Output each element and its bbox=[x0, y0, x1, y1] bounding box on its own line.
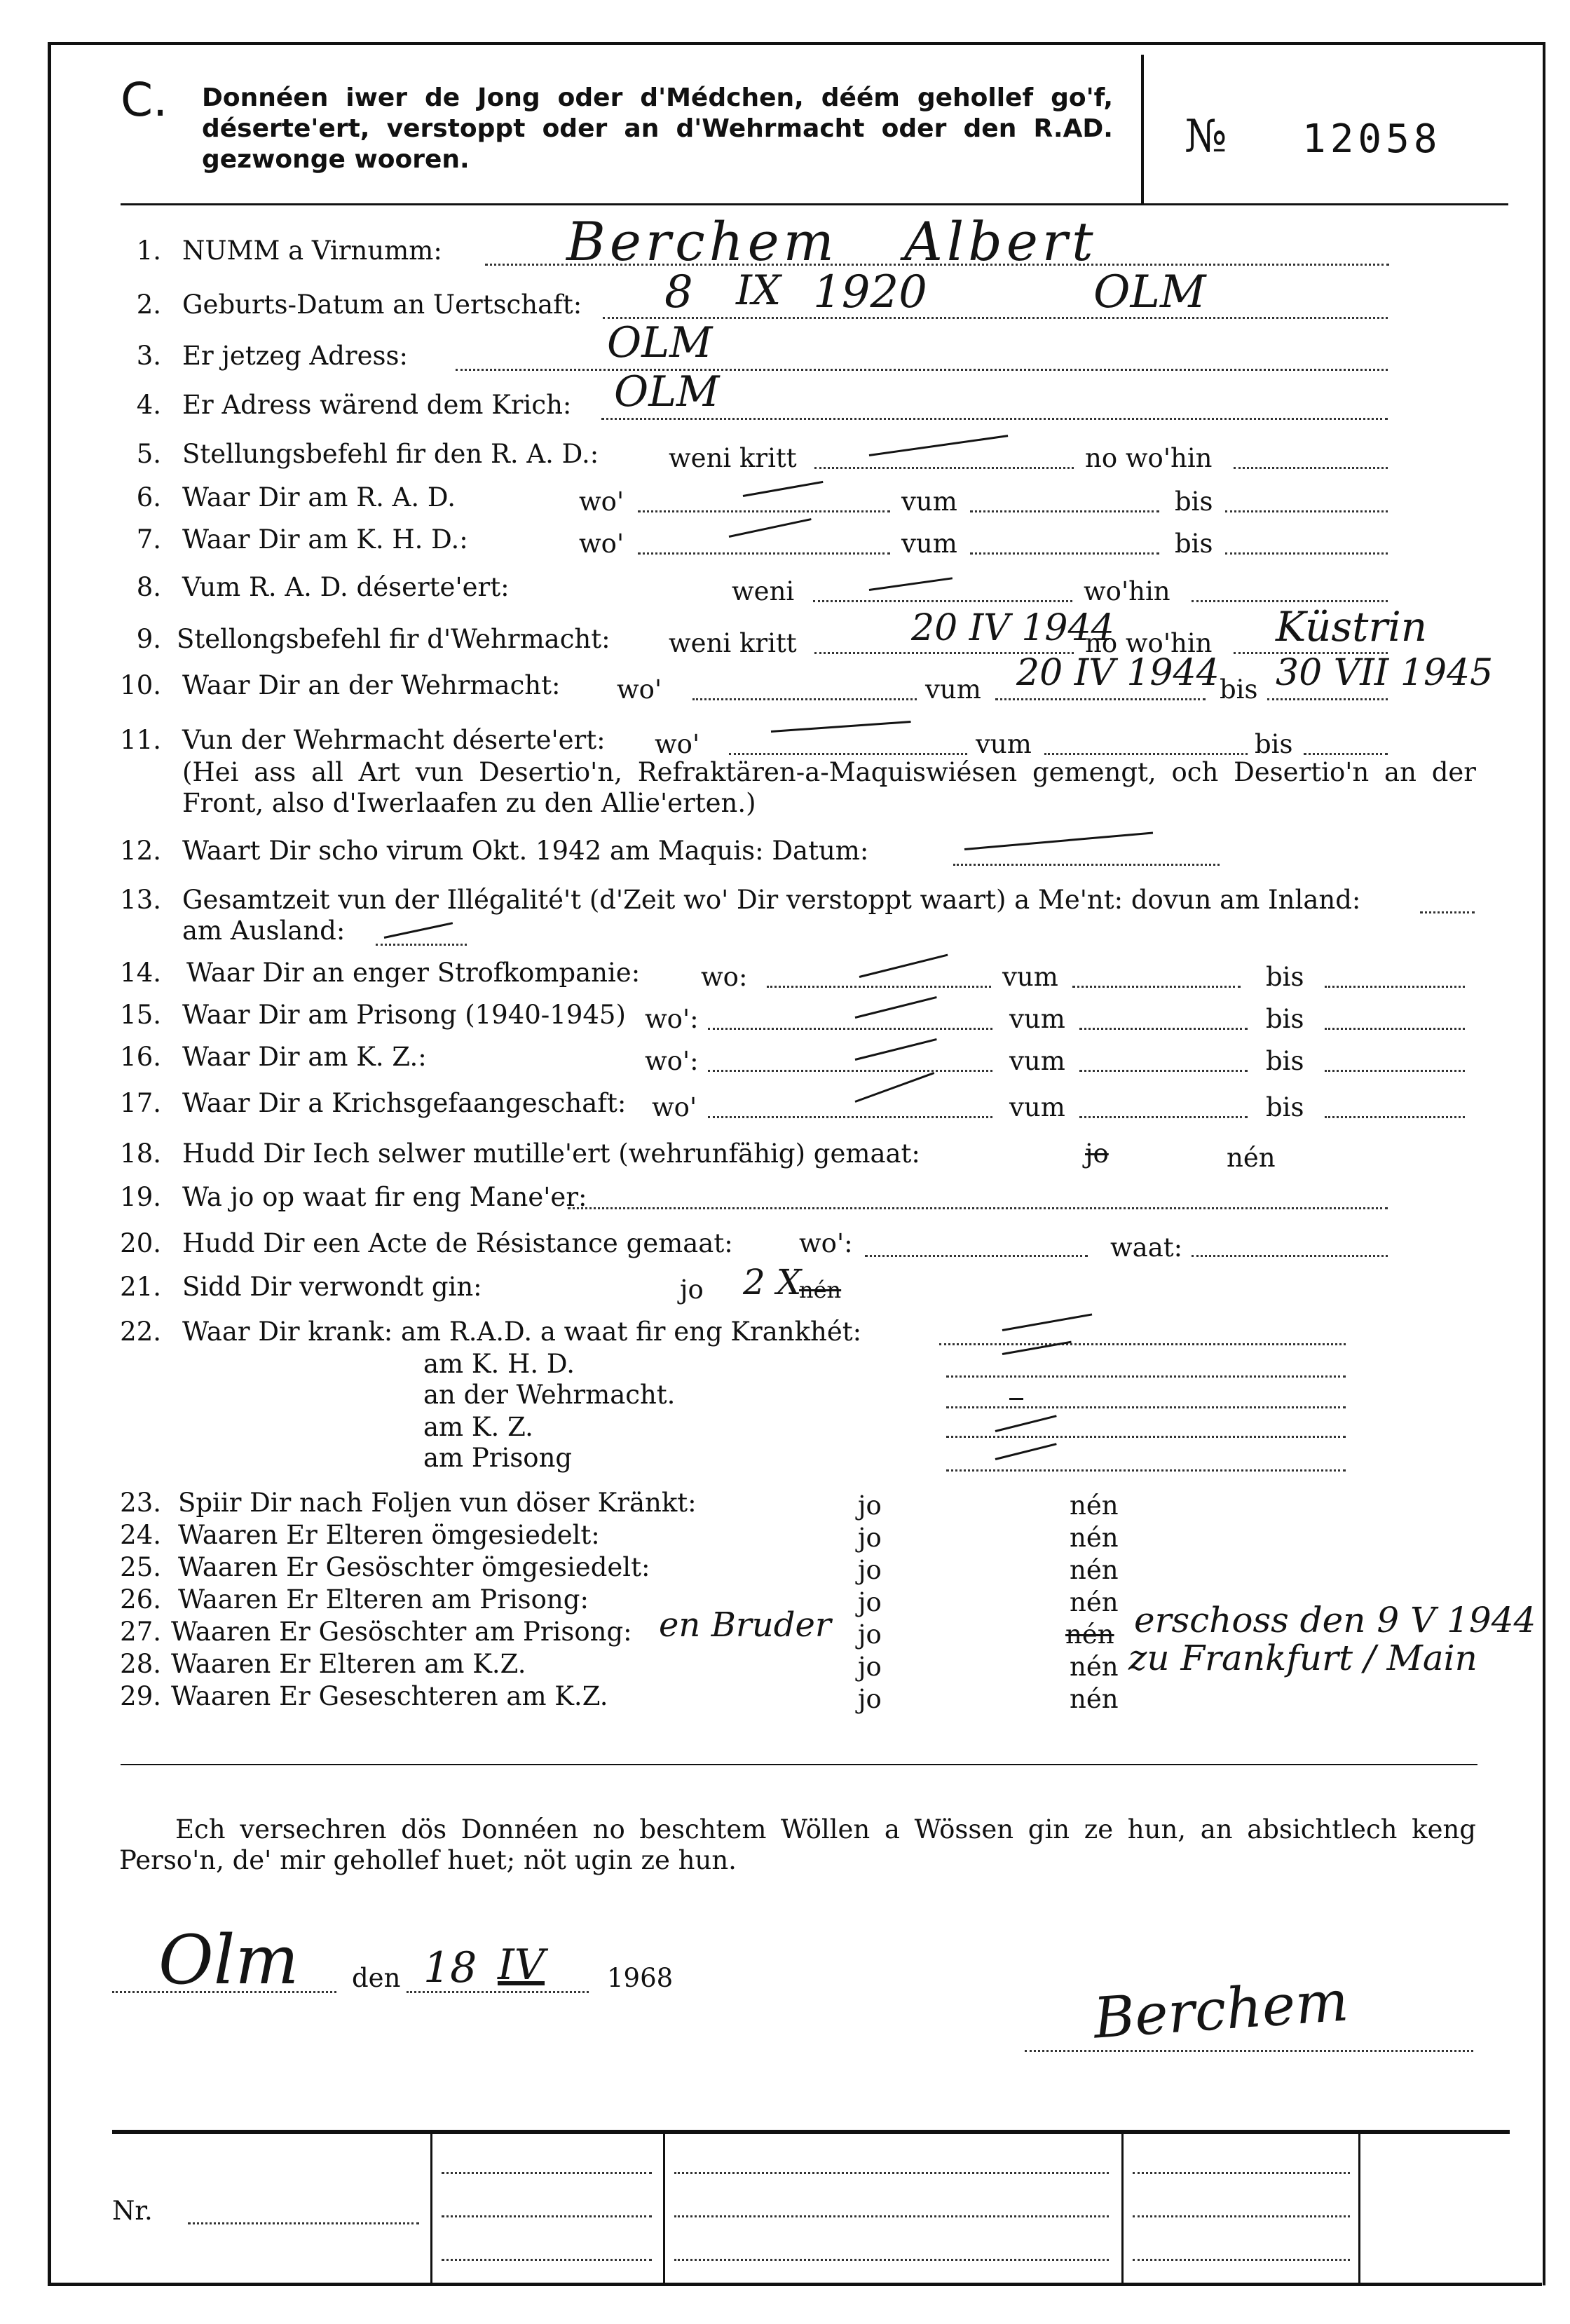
fill-line bbox=[1267, 698, 1388, 700]
fill-line bbox=[939, 1343, 1346, 1345]
option-yes: jo bbox=[858, 1523, 882, 1553]
row-note: (Hei ass all Art vun Desertio'n, Refraktären-a-Maquiswiésen gemengt, och Desertio'n an der Front, also d'Iwerlaafen zu den Allie'erten.) bbox=[182, 757, 1476, 818]
option-no: nén bbox=[1070, 1555, 1119, 1585]
field-label: bis bbox=[1175, 487, 1213, 517]
row-number: 14. bbox=[120, 958, 161, 988]
row-number: 28. bbox=[120, 1649, 161, 1679]
option-no: nén bbox=[1070, 1684, 1119, 1714]
fill-line bbox=[376, 944, 467, 946]
row-number: 17. bbox=[120, 1088, 161, 1118]
handwritten-firstname: Albert bbox=[904, 210, 1098, 273]
field-label: vum bbox=[1009, 1046, 1065, 1076]
fill-line bbox=[603, 317, 1388, 319]
field-label: no wo'hin bbox=[1085, 443, 1213, 473]
field-label: no wo'hin bbox=[1085, 628, 1213, 658]
row-number: 9. bbox=[136, 624, 161, 654]
row-number: 18. bbox=[120, 1139, 161, 1169]
field-label: weni kritt bbox=[669, 628, 797, 658]
field-label: vum bbox=[901, 529, 957, 559]
row-number: 22. bbox=[120, 1317, 161, 1347]
footer-line bbox=[674, 2172, 1109, 2174]
row-number: 5. bbox=[136, 439, 161, 469]
row-number: 23. bbox=[120, 1488, 161, 1518]
field-label: wo' bbox=[579, 529, 624, 559]
fill-line bbox=[813, 600, 1072, 602]
header-divider bbox=[1141, 55, 1144, 203]
field-label: wo': bbox=[799, 1228, 853, 1258]
form-title: Donnéen iwer de Jong oder d'Médchen, déém gehollef go'f, déserte'ert, verstoppt oder an d'Wehrmacht oder den R.AD. gezwonge wooren. bbox=[202, 83, 1113, 174]
field-label: weni bbox=[732, 576, 795, 606]
field-label: vum bbox=[1009, 1004, 1065, 1034]
row-label: Waaren Er Geseschteren am K.Z. bbox=[171, 1681, 608, 1711]
handwritten-sibling-note: erschoss den 9 V 1944 bbox=[1134, 1600, 1536, 1640]
fill-line bbox=[946, 1436, 1346, 1438]
fill-line bbox=[708, 1028, 992, 1030]
row-number: 27. bbox=[120, 1617, 161, 1647]
fill-line bbox=[568, 1207, 1388, 1209]
row-number: 25. bbox=[120, 1552, 161, 1582]
fill-line bbox=[1234, 467, 1388, 469]
declaration-text: Ech versechren dös Donnéen no beschtem Wöllen a Wössen gin ze hun, an absichtlech keng Perso'n, de' mir gehollef huet; nöt ugin ze hun. bbox=[119, 1814, 1476, 1875]
option-yes: jo bbox=[858, 1490, 882, 1521]
row-label: Er jetzeg Adress: bbox=[182, 341, 408, 371]
fill-line bbox=[692, 698, 917, 700]
row-label: Stellongsbefehl fir d'Wehrmacht: bbox=[177, 624, 610, 654]
fill-line bbox=[638, 510, 890, 512]
fill-line bbox=[946, 1375, 1346, 1378]
row-label: Waaren Er Elteren ömgesiedelt: bbox=[178, 1520, 600, 1550]
option-yes: jo bbox=[680, 1275, 704, 1305]
footer-line bbox=[1133, 2259, 1350, 2261]
footer-line bbox=[674, 2259, 1109, 2261]
fill-line bbox=[767, 986, 991, 988]
row-number: 8. bbox=[136, 572, 161, 602]
option-yes: jo bbox=[858, 1684, 882, 1714]
handwritten-place: Olm bbox=[158, 1921, 299, 1999]
header-rule bbox=[121, 203, 1508, 205]
fill-line bbox=[1225, 552, 1388, 555]
row-number: 2. bbox=[136, 290, 161, 320]
option-no-struck: nén bbox=[1065, 1619, 1114, 1650]
fill-line bbox=[1192, 1255, 1388, 1257]
row-number: 20. bbox=[120, 1228, 161, 1258]
handwritten-month: IV bbox=[498, 1941, 545, 1990]
row-label: Waar Dir am R. A. D. bbox=[182, 482, 456, 512]
footer-col-divider bbox=[1358, 2134, 1360, 2283]
footer-line bbox=[1133, 2215, 1350, 2217]
field-label: wo'hin bbox=[1084, 576, 1170, 606]
field-label: vum bbox=[1009, 1092, 1065, 1122]
footer-col-divider bbox=[663, 2134, 665, 2283]
fill-line bbox=[865, 1255, 1088, 1257]
row-label: Waart Dir scho virum Okt. 1942 am Maquis: Datum: bbox=[182, 836, 869, 866]
field-label: bis bbox=[1266, 962, 1304, 992]
row-label: Waar Dir an enger Strofkompanie: bbox=[186, 958, 641, 988]
field-label: bis bbox=[1220, 674, 1258, 705]
handwritten-service-from: 20 IV 1944 bbox=[1016, 652, 1220, 694]
field-label: vum bbox=[925, 674, 981, 705]
row-label: Waar Dir a Krichsgefaangeschaft: bbox=[182, 1088, 627, 1118]
row-number: 19. bbox=[120, 1182, 161, 1212]
footer-top-rule bbox=[112, 2130, 1510, 2134]
fill-line bbox=[995, 698, 1206, 700]
fill-line bbox=[729, 753, 967, 755]
option-yes-struck: jo bbox=[1085, 1139, 1109, 1169]
footer-line bbox=[442, 2259, 652, 2261]
handwritten-current-address: OLM bbox=[607, 318, 713, 367]
handwritten-day: 18 bbox=[423, 1943, 477, 1992]
fill-line bbox=[1304, 753, 1388, 755]
row-label: NUMM a Virnumm: bbox=[182, 236, 442, 266]
field-label: bis bbox=[1266, 1004, 1304, 1034]
row-sub-label: am K. Z. bbox=[423, 1412, 533, 1442]
row-label: Waar Dir krank: am R.A.D. a waat fir eng Krankhét: bbox=[182, 1317, 862, 1347]
row-label: Waaren Er Gesöschter ömgesiedelt: bbox=[178, 1552, 650, 1582]
fill-line bbox=[1325, 986, 1465, 988]
section-rule bbox=[121, 1764, 1477, 1765]
row-continuation: am Ausland: bbox=[182, 916, 346, 946]
row-label: Waar Dir an der Wehrmacht: bbox=[182, 670, 561, 700]
footer-line bbox=[442, 2215, 652, 2217]
fill-line bbox=[970, 510, 1159, 512]
fill-line bbox=[1420, 911, 1475, 913]
fill-line bbox=[1225, 510, 1388, 512]
field-label: wo': bbox=[645, 1046, 699, 1076]
option-yes: jo bbox=[858, 1587, 882, 1617]
row-label: Waar Dir am Prisong (1940-1945) bbox=[182, 1000, 626, 1030]
field-label: bis bbox=[1266, 1046, 1304, 1076]
footer-bottom-rule bbox=[48, 2283, 1542, 2286]
row-number: 24. bbox=[120, 1520, 161, 1550]
field-label: vum bbox=[901, 487, 957, 517]
footer-line bbox=[442, 2172, 652, 2174]
field-label: wo': bbox=[645, 1004, 699, 1034]
handwritten-service-to: 30 VII 1945 bbox=[1276, 652, 1494, 694]
number-symbol: № bbox=[1185, 111, 1227, 163]
option-no: nén bbox=[1070, 1587, 1119, 1617]
option-no: nén bbox=[1070, 1523, 1119, 1553]
fill-line bbox=[1325, 1070, 1465, 1072]
row-label: Stellungsbefehl fir den R. A. D.: bbox=[182, 439, 599, 469]
row-label: Er Adress wärend dem Krich: bbox=[182, 390, 572, 420]
fill-line bbox=[1079, 1028, 1248, 1030]
field-label: vum bbox=[976, 729, 1032, 759]
handwritten-wounded: 2 X bbox=[743, 1262, 802, 1303]
row-number: 29. bbox=[120, 1681, 161, 1711]
fill-line bbox=[708, 1116, 992, 1118]
field-label: vum bbox=[1002, 962, 1058, 992]
field-label: bis bbox=[1266, 1092, 1304, 1122]
field-label: weni kritt bbox=[669, 443, 797, 473]
fill-line bbox=[1192, 600, 1388, 602]
field-label: wo' bbox=[617, 674, 662, 705]
signature-line bbox=[1025, 2050, 1473, 2052]
row-label: Gesamtzeit vun der Illégalité't (d'Zeit wo' Dir verstoppt waart) a Me'nt: dovun am Inland: bbox=[182, 885, 1361, 915]
row-number: 15. bbox=[120, 1000, 161, 1030]
fill-line bbox=[1072, 986, 1241, 988]
year-label: 1968 bbox=[607, 1963, 674, 1993]
nr-field bbox=[188, 2222, 419, 2224]
fill-line bbox=[1325, 1116, 1465, 1118]
dash-stroke bbox=[1009, 1398, 1023, 1400]
row-label: Wa jo op waat fir eng Mane'er: bbox=[182, 1182, 587, 1212]
fill-line bbox=[1079, 1116, 1248, 1118]
row-label: Hudd Dir Iech selwer mutille'ert (wehrunfähig) gemaat: bbox=[182, 1139, 920, 1169]
row-label: Hudd Dir een Acte de Résistance gemaat: bbox=[182, 1228, 733, 1258]
handwritten-war-address: OLM bbox=[614, 367, 720, 416]
row-number: 11. bbox=[120, 725, 161, 755]
handwritten-birth-year: 1920 bbox=[813, 266, 927, 318]
section-letter: C. bbox=[121, 73, 168, 127]
handwritten-call-up-date: 20 IV 1944 bbox=[911, 607, 1114, 649]
row-label: Geburts-Datum an Uertschaft: bbox=[182, 290, 582, 320]
fill-line bbox=[456, 369, 1388, 371]
fill-line bbox=[814, 467, 1074, 469]
fill-line bbox=[1325, 1028, 1465, 1030]
row-sub-label: am Prisong bbox=[423, 1443, 573, 1473]
signature: Berchem bbox=[1091, 1968, 1351, 2051]
footer-line bbox=[674, 2215, 1109, 2217]
row-label: Waaren Er Elteren am Prisong: bbox=[178, 1584, 589, 1615]
handwritten-birth-month: IX bbox=[736, 266, 781, 314]
fill-line bbox=[1044, 753, 1248, 755]
row-number: 12. bbox=[120, 836, 161, 866]
row-label: Waaren Er Gesöschter am Prisong: bbox=[171, 1617, 632, 1647]
handwritten-birth-place: OLM bbox=[1093, 266, 1206, 318]
fill-line bbox=[953, 864, 1220, 866]
row-number: 4. bbox=[136, 390, 161, 420]
fill-line bbox=[708, 1070, 992, 1072]
handwritten-call-up-place: Küstrin bbox=[1276, 603, 1428, 651]
row-label: Waar Dir am K. Z.: bbox=[182, 1042, 427, 1072]
option-no: nén bbox=[1070, 1652, 1119, 1682]
fill-line bbox=[970, 552, 1159, 555]
row-label: Vun der Wehrmacht déserte'ert: bbox=[182, 725, 606, 755]
nr-label: Nr. bbox=[112, 2196, 153, 2226]
handwritten-surname: Berchem bbox=[566, 210, 838, 273]
field-label: wo' bbox=[655, 729, 700, 759]
fill-line bbox=[946, 1406, 1346, 1408]
row-number: 21. bbox=[120, 1272, 161, 1302]
field-label: wo' bbox=[652, 1092, 697, 1122]
option-yes: jo bbox=[858, 1652, 882, 1682]
field-label: waat: bbox=[1110, 1232, 1183, 1263]
row-number: 10. bbox=[120, 670, 161, 700]
field-label: bis bbox=[1175, 529, 1213, 559]
row-number: 1. bbox=[136, 236, 161, 266]
row-sub-label: an der Wehrmacht. bbox=[423, 1380, 676, 1410]
fill-line bbox=[1079, 1070, 1248, 1072]
row-label: Waaren Er Elteren am K.Z. bbox=[171, 1649, 526, 1679]
handwritten-sibling-note: zu Frankfurt / Main bbox=[1128, 1638, 1477, 1678]
handwritten-birth-day: 8 bbox=[664, 266, 693, 318]
row-label: Spiir Dir nach Foljen vun döser Kränkt: bbox=[178, 1488, 697, 1518]
row-label: Sidd Dir verwondt gin: bbox=[182, 1272, 482, 1302]
option-yes: jo bbox=[858, 1555, 882, 1585]
fill-line bbox=[946, 1469, 1346, 1472]
footer-line bbox=[1133, 2172, 1350, 2174]
form-number: 12058 bbox=[1302, 116, 1442, 162]
fill-line bbox=[601, 418, 1388, 420]
option-yes: jo bbox=[858, 1619, 882, 1650]
field-label: bis bbox=[1255, 729, 1293, 759]
option-no: nén bbox=[1070, 1490, 1119, 1521]
handwritten-sibling: en Bruder bbox=[659, 1605, 831, 1645]
footer-col-divider bbox=[1121, 2134, 1124, 2283]
row-number: 13. bbox=[120, 885, 161, 915]
row-label: Waar Dir am K. H. D.: bbox=[182, 524, 468, 555]
row-number: 3. bbox=[136, 341, 161, 371]
field-label: wo: bbox=[701, 962, 748, 992]
date-label: den bbox=[352, 1963, 401, 1993]
field-label: wo' bbox=[579, 487, 624, 517]
row-sub-label: am K. H. D. bbox=[423, 1349, 575, 1379]
option-no-struck: nén bbox=[799, 1277, 842, 1303]
row-number: 26. bbox=[120, 1584, 161, 1615]
row-number: 6. bbox=[136, 482, 161, 512]
fill-line bbox=[638, 552, 890, 555]
row-number: 7. bbox=[136, 524, 161, 555]
footer-col-divider bbox=[430, 2134, 432, 2283]
row-number: 16. bbox=[120, 1042, 161, 1072]
row-label: Vum R. A. D. déserte'ert: bbox=[182, 572, 510, 602]
option-no: nén bbox=[1227, 1143, 1276, 1173]
